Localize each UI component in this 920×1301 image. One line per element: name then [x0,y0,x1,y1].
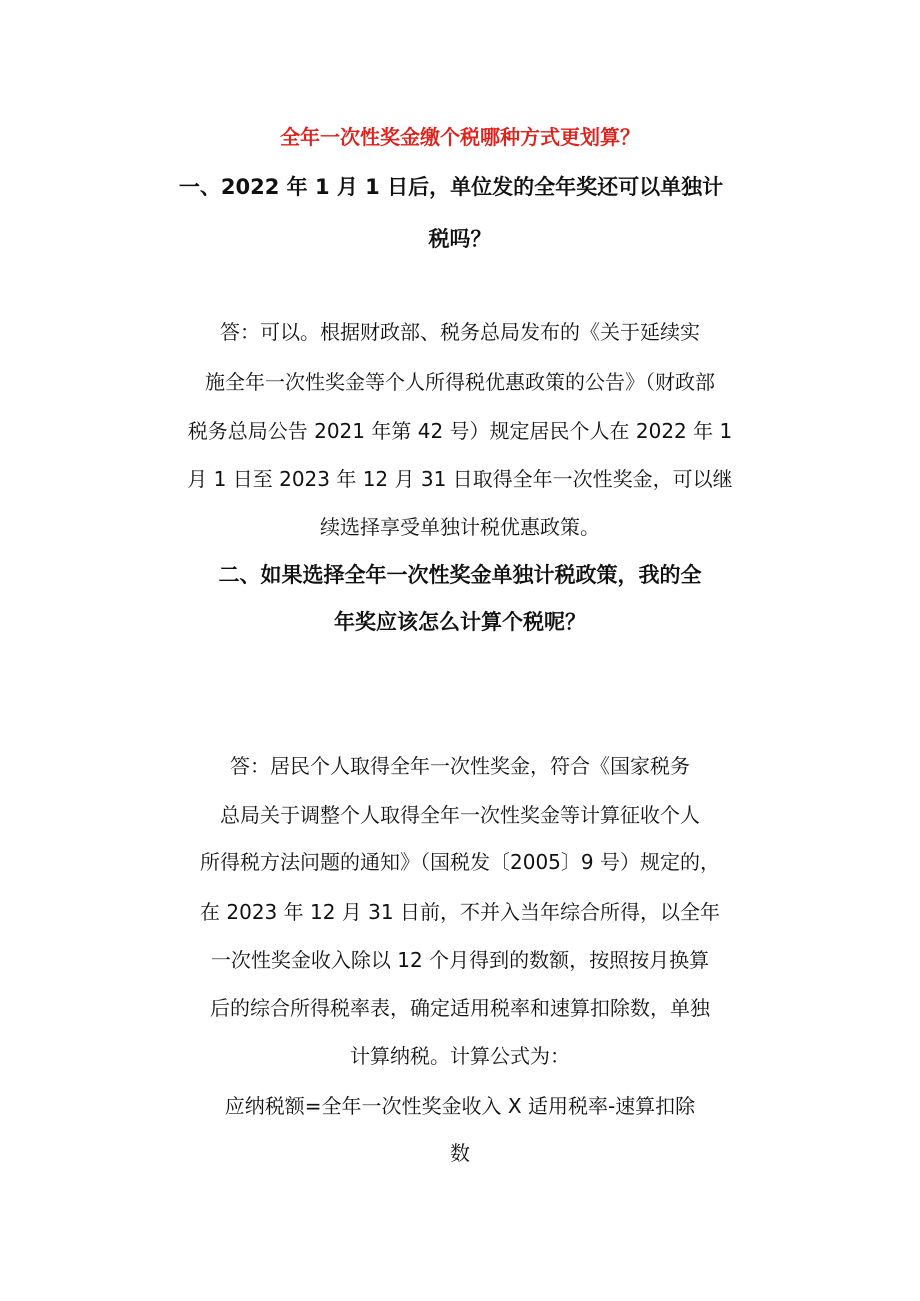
formula-line-1: 应纳税额=全年一次性奖金收入 X 适用税率-速算扣除 [224,1094,696,1118]
answer-2-line-3: 所得税方法问题的通知》（国税发〔2005〕9 号）规定的， [200,850,720,874]
answer-2-line-4: 在 2023 年 12 月 31 日前，不并入当年综合所得，以全年 [200,900,720,924]
answer-2-line-2: 总局关于调整个人取得全年一次性奖金等计算征收个人 [220,803,700,827]
formula-line-2: 数 [450,1141,470,1165]
answer-1-line-5: 续选择享受单独计税优惠政策。 [320,515,600,539]
answer-1-line-4: 月 1 日至 2023 年 12 月 31 日取得全年一次性奖金，可以继 [187,467,733,491]
question-2-line-2: 年奖应该怎么计算个税呢？ [334,610,586,634]
answer-2-line-7: 计算纳税。计算公式为： [350,1044,570,1068]
answer-2-line-1: 答：居民个人取得全年一次性奖金，符合《国家税务 [230,754,690,778]
question-1-line-2: 税吗？ [428,227,492,251]
question-1-line-1: 一、2022 年 1 月 1 日后，单位发的全年奖还可以单独计 [178,175,724,199]
answer-1-line-3: 税务总局公告 2021 年第 42 号）规定居民个人在 2022 年 1 [187,419,733,443]
answer-1-line-2: 施全年一次性奖金等个人所得税优惠政策的公告》（财政部 [205,370,715,394]
answer-2-line-5: 一次性奖金收入除以 12 个月得到的数额，按照按月换算 [210,948,710,972]
question-2-line-1: 二、如果选择全年一次性奖金单独计税政策，我的全 [218,563,702,587]
answer-1-line-1: 答：可以。根据财政部、税务总局发布的《关于延续实 [220,320,700,344]
document-title: 全年一次性奖金缴个税哪种方式更划算？ [280,125,640,149]
answer-2-line-6: 后的综合所得税率表，确定适用税率和速算扣除数，单独 [210,996,710,1020]
